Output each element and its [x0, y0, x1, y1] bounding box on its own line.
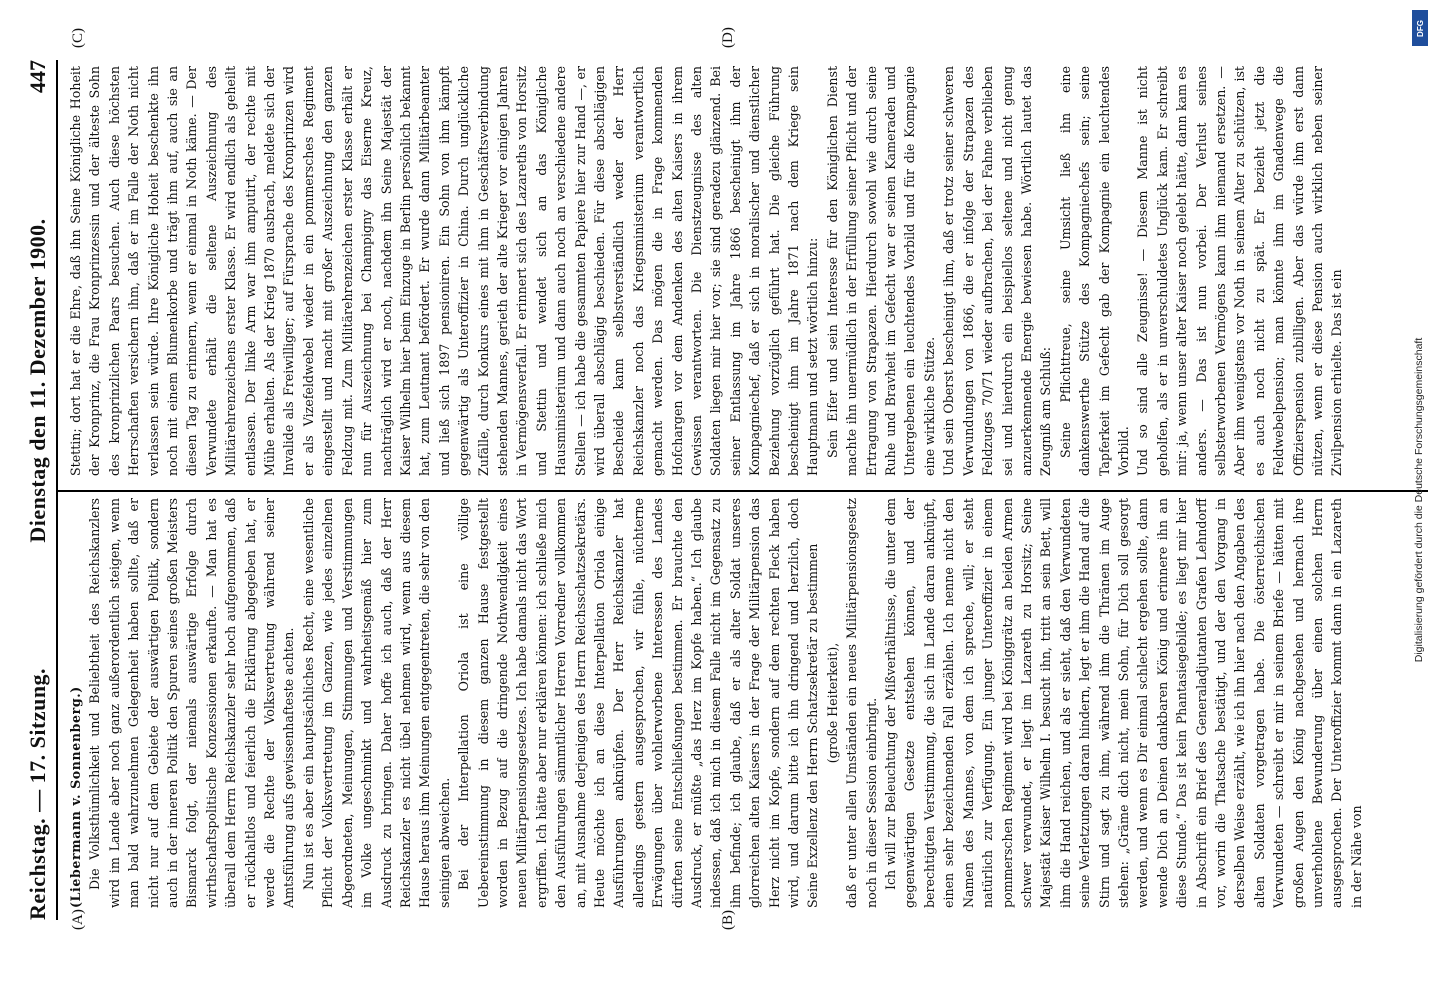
paragraph: Bei der Interpellation Oriola ist eine völlige Uebereinstimmung in diesem ganzen Hause festgestellt worden in Bezug auf die dringende Nothwendigkeit eines neuen Militärpensionsgesetzes. Ich habe damals nicht das Wort ergriffen. Ich hätte aber nur erklären können: ich schließe mich den Ausführungen sämmtlicher Herren Vorredner vollkommen an, mit Ausnahme derjenigen des Herrn Reichsschatzsekretärs. Heute möchte ich an diese Interpellation Oriola einige Ausführungen anknüpfen. Der Herr Reichskanzler hat allerdings gestern ausgesprochen, wir fühle, nüchterne Erwägungen über wohlerworbene Interessen des Landes dürften seine Entschließungen bestimmen. Er brauchte den Ausdruck, er müßte „das Herz im Kopfe haben.“ Ich glaube indessen, daß ich mich in diesem Falle nicht im Gegensatz zu ihm befinde; ich glaube, daß er als alter Soldat unseres glorreichen alten Kaisers in der Frage der Militärpension das Herz nicht im Kopfe, sondern auf dem rechten Fleck haben wird, und darum bitte ich ihn dringend und herzlich, doch Seine Exzellenz den Herrn Schatzsekretär zu bestimmen	[456, 498, 821, 908]
interjection: (große Heiterkeit),	[824, 642, 840, 764]
column-divider	[58, 490, 1428, 492]
digitization-note	[1409, 10, 1429, 990]
margin-marker-d: (D)	[720, 27, 736, 48]
paragraph: Die Volksthümlichkeit und Beliebtheit des Reichskanzlers wird im Lande aber noch ganz außerordentlich steigen, wenn man bald wahrzunehmen Gelegenheit haben sollte, daß er nicht nur auf dem Gebiete der auswärtigen Politik, sondern auch in der inneren Politik den Spuren seines großen Meisters Bismarck folgt, der niemals auswärtige Erfolge durch wirthschaftspolitische Konzessionen erkaufte. — Man hat es überall dem Herrn Reichskanzler sehr hoch aufgenommen, daß er rückhaltlos und feierlich die Erklärung abgegeben hat, er werde die Rechte der Volksvertretung während seiner Amtsführung aufs gewissenhafteste achten.	[87, 498, 297, 908]
dfg-logo: DFG	[1412, 10, 1428, 46]
paragraph: Stettin; dort hat er die Ehre, daß ihn Seine Königliche Hoheit der Kronprinz, die Frau Kronprinzessin und der älteste Sohn des kronprinzlichen Paars besuchen. Auch diese höchsten Herrschaften versichern ihm, daß er im Falle der Noth nicht verlassen sein würde. Ihre Königliche Hoheit beschenkte ihn noch mit einem Blumenkorbe und trägt ihm auf, auch sie an diesen Tag zu erinnern, wenn er einmal in Noth käme. — Der Verwundete erhält die seltene Auszeichnung des Militärehrenzeichens erster Klasse. Er wird endlich als geheilt entlassen. Der linke Arm war ihm amputirt, der rechte mit Mühe erhalten. Als der Krieg 1870 ausbrach, meldete sich der Invalide als Freiwilliger; auf Fürsprache des Kronprinzen wird er als Vizefeldwebel wieder in ein pommersches Regiment eingestellt und macht mit großer Auszeichnung den ganzen Feldzug mit. Zum Militärehrenzeichen erster Klasse erhält er nun für Auszeichnung bei Champigny das Eiserne Kreuz, nachträglich wird er noch, nachdem ihn Seine Majestät der Kaiser Wilhelm hier beim Einzuge in Berlin persönlich bekannt hat, zum Leutnant befördert. Er wurde dann Militärbeamter und ließ sich 1897 pensioniren. Ein Sohn von ihm kämpft gegenwärtig als Unteroffizier in China. Durch unglückliche Zufälle, durch Konkurs eines mit ihm in Geschäftsverbindung stehenden Mannes, gerieth der alte Krieger vor einigen Jahren in Vermögensverfall. Er erinnert sich des Lazareths von Horsitz und Stettin und wendet sich an das Königliche Hausministerium und dann auch noch an verschiedene andere Stellen — ich habe die gesammten Papiere hier zur Hand —, er wird überall abschlägig beschieden. Für diese abschlägigen Bescheide kann selbstverständlich weder der Herr Reichskanzler noch das Kriegsministerium verantwortlich gemacht werden. Das mögen die in Frage kommenden Hofchargen vor dem Andenken des alten Kaisers in ihrem Gewissen verantworten. Die Dienstzeugnisse des alten Soldaten liegen mir hier vor; sie sind geradezu glänzend. Bei seiner Entlassung im Jahre 1866 bescheinigt ihm der Kompagniechef, daß er sich in moralischer und dienstlicher Beziehung vorzüglich geführt hat. Die gleiche Führung bescheinigt ihm im Jahre 1871 nach dem Kriege sein Hauptmann und setzt wörtlich hinzu:	[68, 66, 821, 476]
paragraph: Und so sind alle Zeugnisse! — Diesem Manne ist nicht geholfen, als er in unverschuldetes Unglück kam. Er schreibt mir: ja, wenn unser alter Kaiser noch gelebt hätte, dann kam es anders. — Das ist nun vorbei. Der Verlust seines selbsterworbenen Vermögens kann ihm niemand ersetzen. — Aber ihm wenigstens vor Noth in seinem Alter zu schützen, ist es auch noch nicht zu spät. Er bezieht jetzt die Feldwebelpension; man könnte ihm im Gnadenwege die Offizierspension zubilligen. Aber das würde ihm erst dann nützen, wenn er diese Pension auch wirklich neben seiner Zivilpension erhielte. Das ist ein	[1135, 66, 1345, 476]
header-date: Dienstag den 11. Dezember 1900.	[25, 218, 50, 543]
speaker-name: (Liebermann v. Sonnenberg.)	[68, 686, 83, 908]
right-column	[66, 66, 1416, 476]
margin-marker-b: (B)	[720, 910, 736, 930]
paragraph: Und sein Oberst bescheinigt ihm, daß er trotz seiner schweren Verwundungen von 1866, die er infolge der Strapazen des Feldzuges 70/71 wieder aufbrachen, bei der Fahne verblieben sei und hierdurch ein beispiellos seltene und nicht genug anzuerkennende Energie bewiesen habe. Wörtlich lautet das Zeugniß am Schluß:	[941, 66, 1054, 476]
paragraph: Ich will zur Beleuchtung der Mißverhältnisse, die unter dem gegenwärtigen Gesetze entstehen können, und der berechtigten Verstimmung, die sich im Lande daran anknüpft, einen sehr bezeichnenden Fall erzählen. Ich nenne nicht den Namen des Mannes, von dem ich spreche, will; er steht natürlich zur Verfügung. Ein junger Unteroffizier in einem pommerschen Regiment wird bei Königgrätz an beiden Armen schwer verwundet, er liegt im Lazareth zu Horsitz; Seine Majestät Kaiser Wilhelm I. besucht ihn, tritt an sein Bett, will ihm die Hand reichen, und als er sieht, daß den Verwundeten seine Verletzungen daran hindern, legt er ihm die Hand auf die Stirn und sagt zu ihm, während ihm die Thränen im Auge stehen: „Gräme dich nicht, mein Sohn, für Dich soll gesorgt werden, und wenn es Dir einmal schlecht ergehen sollte, dann wende Dich an Deinen dankbaren König und erinnere ihn an diese Stunde.“ Das ist kein Phantasiegebilde; es liegt mir hier in Abschrift ein Brief des Generaladjutanten Grafen Lehndorff vor, worin die Thatsache bestätigt, und der den Vorgang in derselben Weise erzählt, wie ich ihn hier nach den Angaben des alten Soldaten vorgetragen habe. Die österreichischen Verwundeten — schreibt er mir in seinem Briefe — hätten mit großen Augen den König nachgesehen und hernach ihre unverhohlene Bewunderung über einen solchen Herrn ausgesprochen. Der Unteroffizier kommt dann in ein Lazareth in der Nähe von	[883, 498, 1364, 908]
margin-marker-a: (A)	[70, 909, 86, 930]
paragraph: Nun ist es aber ein hauptsächliches Recht, eine wesentliche Pflicht der Volksvertretung im Ganzen, wie jedes einzelnen Abgeordneten, Meinungen, Stimmungen und Verstimmungen im Volke ungeschminkt und wahrheitsgemäß hier zum Ausdruck zu bringen. Daher hoffe ich auch, daß der Herr Reichskanzler es nicht übel nehmen wird, wenn aus diesem Hause heraus ihm Meinungen entgegentreten, die sehr von den seinigen abweichen.	[300, 498, 452, 908]
header-session: Reichstag. — 17. Sitzung.	[25, 667, 50, 920]
digitization-note-text: Digitalisierung gefördert durch die Deutsche Forschungsgemeinschaft	[1413, 337, 1425, 663]
running-header	[22, 60, 54, 920]
quoted-testimonial: Seine Pflichttreue, seine Umsicht ließ ihn eine dankenswerthe Stütze des Kompagniechefs sein; seine Tapferkeit im Gefecht gab der Kompagnie ein leuchtendes Vorbild.	[1057, 66, 1131, 476]
left-column	[66, 498, 1416, 908]
margin-marker-c: (C)	[70, 28, 86, 48]
quoted-testimonial: Sein Eifer und sein Interesse für den Königlichen Dienst machte ihn unermüdlich in der Erfüllung seiner Pflicht und der Ertragung von Strapazen. Hierdurch sowohl wie durch seine Ruhe und Bravheit im Gefecht war er seinen Kameraden und Untergebenen ein leuchtendes Vorbild und für die Kompagnie eine wirkliche Stütze.	[824, 66, 937, 476]
page-number: 447	[25, 60, 50, 94]
paragraph: daß er unter allen Umständen ein neues Militärpensionsgesetz noch in dieser Session einbringt.	[844, 498, 879, 908]
